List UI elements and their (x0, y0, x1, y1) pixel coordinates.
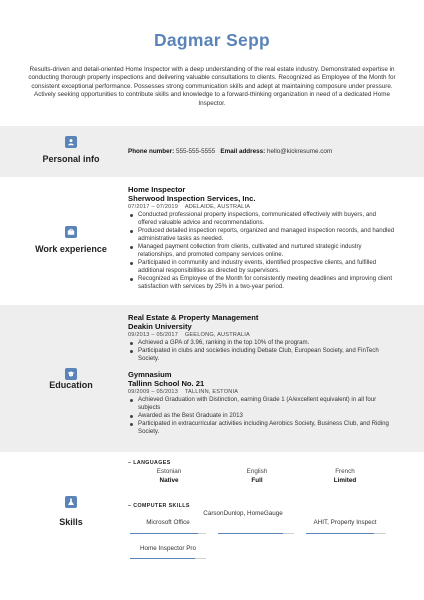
education-bullets (128, 339, 396, 363)
list-item: Participated in clubs and societies including Debate Club, European Society, and FinTech Society. (128, 347, 396, 363)
education-location: TALLINN, ESTONIA (184, 389, 239, 395)
phone-label: Phone number: (128, 148, 175, 155)
work-experience-heading: Work experience (35, 244, 107, 254)
language-item (305, 468, 385, 484)
flask-icon (65, 496, 77, 508)
skills-heading: Skills (59, 517, 83, 527)
list-item: Participated in community and industry events, identified prospective clients, and fulfilled additional responsibilities as directed by supervisors. (128, 259, 396, 275)
job-title: Home Inspector (128, 185, 186, 194)
list-item: Managed payment collection from clients, cultivated and nurtured strategic industry relationships, and promoted company services online. (128, 243, 396, 259)
skill-level-bar (130, 533, 198, 535)
computer-skill-name: AHIT, Property Inspect (313, 519, 377, 526)
contact-line (128, 148, 396, 155)
education-heading: Education (49, 380, 93, 390)
language-item (217, 468, 297, 484)
job-entry (128, 185, 396, 291)
education-entry (128, 313, 396, 363)
language-name: English (246, 468, 268, 475)
personal-info-section (0, 126, 424, 177)
language-level: Native (159, 477, 179, 484)
list-item: Conducted professional property inspections, communicated effectively with buyers, and offered valuable advice and recommendations. (128, 211, 396, 227)
computer-skill-name: Home Inspector Pro (140, 545, 196, 552)
phone-number: 555-555-5555 (175, 148, 216, 155)
languages-label: – LANGUAGES (128, 460, 171, 466)
computer-skill-name: CarsonDunlop, HomeGauge (203, 510, 283, 517)
education-section (0, 305, 424, 452)
list-item: Recognized as Employee of the Month for consistently meeting deadlines and improving client satisfaction with services by 25% in a two-year period. (128, 275, 396, 291)
education-meta (128, 331, 396, 339)
degree-title: Gymnasium (128, 370, 172, 379)
skill-level-bar (306, 533, 374, 535)
language-item (129, 468, 209, 484)
language-name: Estonian (156, 468, 182, 475)
company-name: Sherwood Inspection Services, Inc. (128, 194, 256, 203)
education-entry (128, 370, 396, 436)
graduation-icon (65, 368, 77, 380)
job-dates: 07/2017 – 07/2019 (128, 204, 179, 210)
email-address[interactable]: hello@kickresume.com (266, 148, 333, 155)
education-entries (128, 313, 396, 436)
candidate-name: Dagmar Sepp (153, 30, 271, 50)
skill-level-bar (218, 533, 283, 535)
list-item: Produced detailed inspection reports, organized and managed inspection records, and handled administrative tasks as needed. (128, 227, 396, 243)
education-location: GEELONG, AUSTRALIA (184, 332, 250, 338)
school-name: Tallinn School No. 21 (128, 379, 205, 388)
language-level: Limited (333, 477, 357, 484)
list-item: Participated in extracurricular activities including Aerobics Society, Business Club, and Riding Society. (128, 420, 396, 436)
job-meta (128, 203, 396, 211)
list-item: Achieved a GPA of 3.96, ranking in the top 10% of the program. (128, 339, 396, 347)
email-label: Email address: (220, 148, 266, 155)
language-name: French (335, 468, 355, 475)
job-bullets (128, 211, 396, 291)
education-dates: 09/2009 – 05/2013 (128, 389, 179, 395)
list-item: Achieved Graduation with Distinction, earning Grade 1 (A/excellent equivalent) in all four subjects (128, 396, 396, 412)
degree-title: Real Estate & Property Management (128, 313, 259, 322)
job-location: ADELAIDE, AUSTRALIA (184, 204, 251, 210)
computer-skill-name: Microsoft Office (146, 519, 190, 526)
language-level: Full (251, 477, 263, 484)
briefcase-icon (65, 226, 77, 238)
skills-section (0, 452, 424, 600)
school-name: Deakin University (128, 322, 192, 331)
skill-level-bar (130, 558, 195, 560)
profile-summary: Results-driven and detail-oriented Home Inspector with a deep understanding of the real estate industry. Demonstrated expertise in conducting thorough property inspections and delivering valuable consultations to clients. Recognized as Employee of the Month for consistent exceptional performance. Possesses strong communication skills and adept at maintaining composure under pressure. Actively seeking opportunities to contribute skills and knowledge to a forward-thinking organization in need of a dedicated Home Inspector. (28, 66, 396, 107)
list-item: Awarded as the Best Graduate in 2013 (128, 412, 396, 420)
person-icon (65, 136, 77, 148)
education-bullets (128, 396, 396, 436)
personal-info-heading: Personal info (42, 154, 100, 164)
education-dates: 09/2013 – 05/2017 (128, 332, 179, 338)
work-experience-section (0, 177, 424, 305)
education-meta (128, 388, 396, 396)
computer-skills-label: – COMPUTER SKILLS (128, 503, 190, 509)
